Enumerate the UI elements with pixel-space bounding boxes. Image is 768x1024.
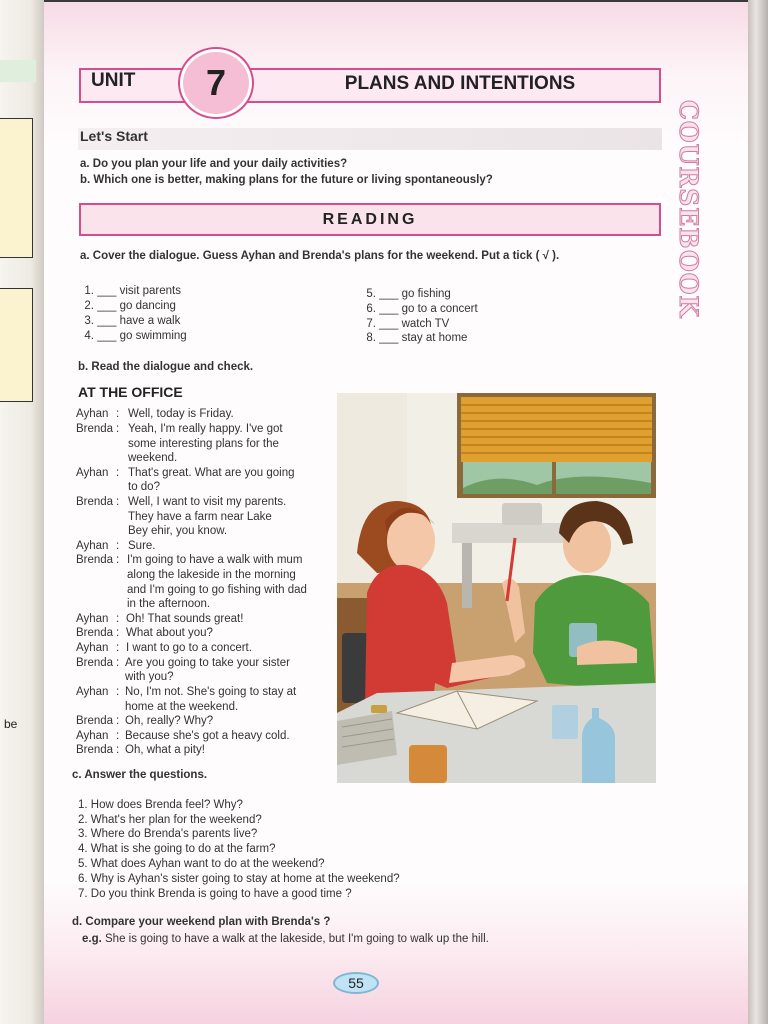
- lets-start-title: Let's Start: [80, 128, 148, 144]
- office-illustration: [337, 393, 656, 783]
- speaker-name: Ayhan: [76, 642, 109, 654]
- option-item: 2. ___ go dancing: [84, 300, 176, 312]
- lets-start-bar: [78, 128, 662, 150]
- dialogue-line: home at the weekend.: [125, 701, 239, 713]
- dialogue-line: Yeah, I'm really happy. I've got: [128, 423, 283, 435]
- speaker-name: Ayhan: [76, 408, 109, 420]
- speaker-colon: :: [116, 613, 120, 625]
- speaker-name: Brenda: [76, 657, 114, 669]
- dialogue-line: No, I'm not. She's going to stay at: [125, 686, 297, 698]
- previous-page-tab: [0, 60, 36, 82]
- option-item: 3. ___ have a walk: [84, 315, 181, 327]
- speaker-colon: :: [116, 715, 120, 727]
- speaker-colon: :: [116, 496, 120, 508]
- lets-start-question-a: a. Do you plan your life and your daily activities?: [80, 158, 348, 170]
- dialogue-line: some interesting plans for the: [128, 438, 279, 450]
- question-item: 2. What's her plan for the weekend?: [78, 814, 262, 826]
- reading-instruction-a: a. Cover the dialogue. Guess Ayhan and Brenda's plans for the weekend. Put a tick ( √ ).: [80, 250, 560, 262]
- compare-instruction-d: d. Compare your weekend plan with Brenda's ?: [72, 916, 331, 928]
- dialogue-line: in the afternoon.: [127, 598, 211, 610]
- speaker-name: Brenda: [76, 627, 114, 639]
- page-number-badge: [333, 972, 379, 994]
- speaker-name: Ayhan: [76, 540, 109, 552]
- previous-page: [0, 0, 44, 1024]
- reading-title: READING: [322, 211, 418, 228]
- previous-page-box-1: [0, 118, 33, 258]
- question-item: 1. How does Brenda feel? Why?: [78, 799, 243, 811]
- option-item: 5. ___ go fishing: [366, 288, 451, 300]
- unit-number-badge: [180, 49, 252, 117]
- speaker-colon: :: [116, 686, 120, 698]
- speaker-name: Brenda: [76, 554, 114, 566]
- dialogue-line: Well, I want to visit my parents.: [128, 496, 287, 508]
- speaker-name: Ayhan: [76, 686, 109, 698]
- question-item: 3. Where do Brenda's parents live?: [78, 828, 258, 840]
- speaker-colon: :: [116, 657, 120, 669]
- dialogue-line: along the lakeside in the morning: [127, 569, 296, 581]
- page-number: 55: [348, 975, 364, 991]
- example-sentence: [82, 933, 489, 945]
- dialogue-line: I'm going to have a walk with mum: [127, 554, 303, 566]
- dialogue-line: Well, today is Friday.: [128, 408, 234, 420]
- question-item: 7. Do you think Brenda is going to have a good time ?: [78, 888, 352, 900]
- example-label: e.g.: [82, 933, 102, 945]
- question-item: 6. Why is Ayhan's sister going to stay at home at the weekend?: [78, 873, 400, 885]
- dialogue-line: Are you going to take your sister: [125, 657, 290, 669]
- dialogue-line: That's great. What are you going: [128, 467, 295, 479]
- dialogue-line: Oh, really? Why?: [125, 715, 214, 727]
- reading-header: [79, 203, 661, 236]
- speaker-colon: :: [116, 642, 120, 654]
- speaker-name: Brenda: [76, 423, 114, 435]
- speaker-name: Ayhan: [76, 730, 109, 742]
- reading-instruction-b: b. Read the dialogue and check.: [78, 361, 254, 373]
- questions-instruction-c: c. Answer the questions.: [72, 769, 208, 781]
- speaker-name: Brenda: [76, 496, 114, 508]
- unit-title: PLANS AND INTENTIONS: [344, 73, 576, 94]
- dialogue-line: weekend.: [128, 452, 178, 464]
- speaker-colon: :: [116, 408, 120, 420]
- unit-label: UNIT: [91, 70, 136, 91]
- dialogue-line: to do?: [128, 481, 160, 493]
- option-item: 6. ___ go to a concert: [366, 303, 478, 315]
- dialogue-line: Bey ehir, you know.: [128, 525, 228, 537]
- question-item: 4. What is she going to do at the farm?: [78, 843, 276, 855]
- example-text: She is going to have a walk at the lakeside, but I'm going to walk up the hill.: [105, 933, 489, 945]
- dialogue-line: What about you?: [126, 627, 213, 639]
- speaker-colon: :: [116, 627, 120, 639]
- dialogue-line: with you?: [125, 671, 174, 683]
- lets-start-question-b: b. Which one is better, making plans for the future or living spontaneously?: [80, 174, 493, 186]
- dialogue-line: Oh! That sounds great!: [126, 613, 244, 625]
- speaker-name: Brenda: [76, 715, 114, 727]
- speaker-colon: :: [116, 540, 120, 552]
- speaker-colon: :: [116, 730, 120, 742]
- speaker-colon: :: [116, 467, 120, 479]
- page-edge: [748, 0, 768, 1024]
- dialogue-line: Because she's got a heavy cold.: [125, 730, 290, 742]
- dialogue-line: Oh, what a pity!: [125, 744, 205, 756]
- option-item: 1. ___ visit parents: [84, 285, 181, 297]
- previous-page-word: be: [4, 717, 18, 731]
- dialogue-line: Sure.: [128, 540, 156, 552]
- option-item: 4. ___ go swimming: [84, 330, 187, 342]
- previous-page-box-2: [0, 288, 33, 402]
- speaker-colon: :: [116, 554, 120, 566]
- speaker-colon: :: [116, 744, 120, 756]
- speaker-name: Brenda: [76, 744, 114, 756]
- unit-number: 7: [205, 62, 227, 103]
- dialogue-line: and I'm going to go fishing with dad: [127, 584, 307, 596]
- coursebook-side-label: COURSEBOOK: [674, 100, 703, 319]
- speaker-name: Ayhan: [76, 613, 109, 625]
- speaker-colon: :: [116, 423, 120, 435]
- option-item: 7. ___ watch TV: [366, 318, 450, 330]
- dialogue-title: AT THE OFFICE: [78, 384, 183, 400]
- dialogue-line: They have a farm near Lake: [128, 511, 272, 523]
- dialogue-line: I want to go to a concert.: [126, 642, 252, 654]
- option-item: 8. ___ stay at home: [366, 332, 468, 344]
- speaker-name: Ayhan: [76, 467, 109, 479]
- question-item: 5. What does Ayhan want to do at the weekend?: [78, 858, 325, 870]
